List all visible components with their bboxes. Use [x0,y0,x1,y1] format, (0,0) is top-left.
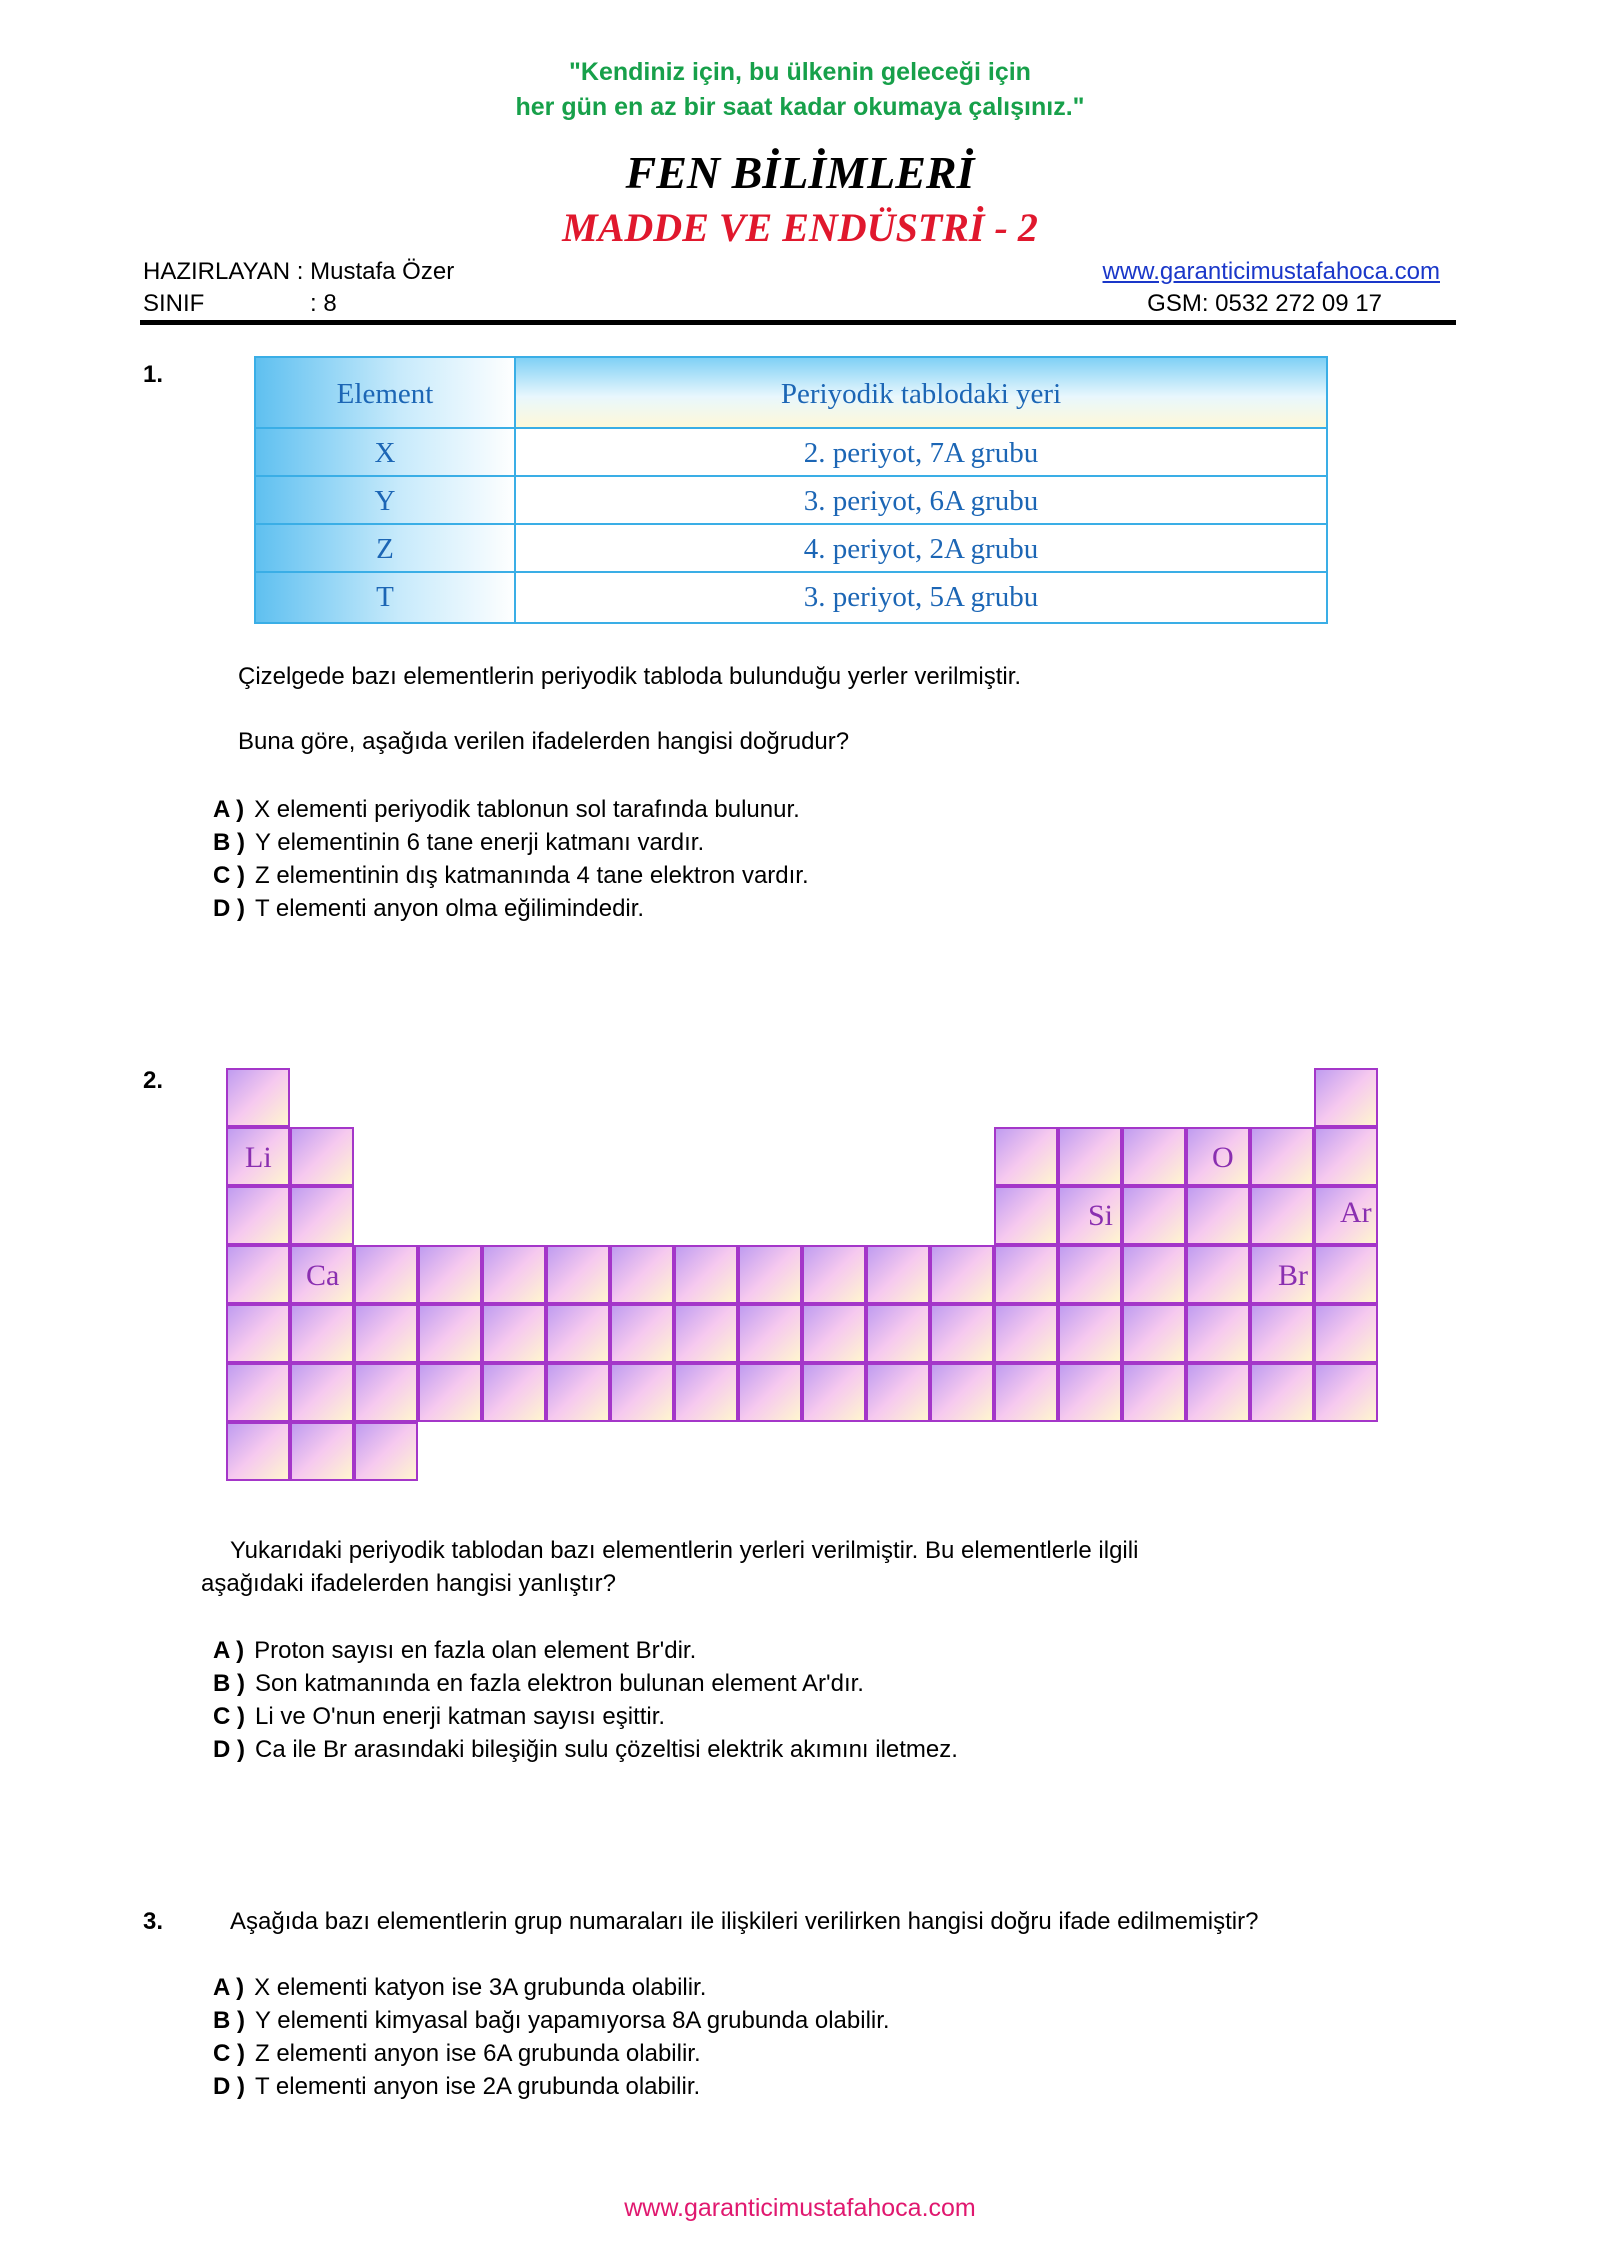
option-text: T elementi anyon olma eğilimindedir. [255,895,645,922]
q1-table-cell: 3. periyot, 5A grubu [803,581,1039,613]
option-text: Y elementinin 6 tane enerji katmanı vardır. [255,829,705,856]
motto-line-1: "Kendiniz için, bu ülkenin geleceği için [569,58,1031,86]
q1-text-1: Çizelgede bazı elementlerin periyodik tabloda bulunduğu yerler verilmiştir. [238,663,1022,690]
periodic-table-cell [546,1245,610,1304]
periodic-table-cell [930,1304,994,1363]
periodic-table-cell [738,1304,802,1363]
option-letter: B ) [213,2007,245,2034]
q1-text-2: Buna göre, aşağıda verilen ifadelerden hangisi doğrudur? [238,728,850,755]
periodic-table-cell [226,1363,290,1422]
periodic-table [226,1068,1396,1488]
element-si: Si [1088,1199,1114,1232]
phone: GSM: 0532 272 09 17 [1147,290,1382,317]
class-value: : 8 [310,290,337,317]
q3-option-a[interactable] [213,1974,706,2002]
periodic-table-cell [1314,1363,1378,1422]
periodic-table-cell [290,1363,354,1422]
q1-table-cell: 4. periyot, 2A grubu [803,533,1039,565]
periodic-table-cell [674,1245,738,1304]
q1-table-header-element: Element [336,378,434,410]
periodic-table-cell [226,1422,290,1481]
periodic-table-cell [354,1304,418,1363]
topic-title: MADDE VE ENDÜSTRİ - 2 [562,205,1038,250]
periodic-table-cell [1122,1245,1186,1304]
option-letter: B ) [213,829,245,856]
q3-text: Aşağıda bazı elementlerin grup numaraları ile ilişkileri verilirken hangisi doğru ifade edilmemiştir? [230,1908,1259,1935]
q1-option-d[interactable] [213,895,644,923]
periodic-table-cell [418,1304,482,1363]
periodic-table-cell [482,1245,546,1304]
q1-table-cell: X [374,437,396,469]
periodic-table-cell [482,1363,546,1422]
periodic-table-cell [866,1304,930,1363]
periodic-table-cell [1314,1127,1378,1186]
option-letter: A ) [213,1974,245,2001]
option-text: X elementi periyodik tablonun sol tarafında bulunur. [254,796,800,823]
option-letter: A ) [213,796,245,823]
periodic-table-cell [994,1363,1058,1422]
periodic-table-cell [1250,1127,1314,1186]
motto-line-2: her gün en az bir saat kadar okumaya çalışınız." [515,93,1085,121]
option-letter: C ) [213,862,245,889]
periodic-table-cell [1186,1186,1250,1245]
q2-text-1: Yukarıdaki periyodik tablodan bazı elementlerin yerleri verilmiştir. Bu elementlerle ilgili [230,1537,1139,1564]
q2-text-2: aşağıdaki ifadelerden hangisi yanlıştır? [201,1570,616,1597]
periodic-table-cell [354,1363,418,1422]
periodic-table-cell [610,1363,674,1422]
q1-table-header-location: Periyodik tablodaki yeri [780,378,1062,410]
periodic-table-cell [546,1363,610,1422]
periodic-table-cell [418,1245,482,1304]
element-ar: Ar [1340,1196,1372,1229]
option-letter: D ) [213,1736,245,1763]
periodic-table-cell [866,1245,930,1304]
q3-option-d[interactable] [213,2073,700,2101]
periodic-table-cell [226,1186,290,1245]
periodic-table-cell [994,1245,1058,1304]
element-ca: Ca [306,1259,340,1292]
q3-option-c[interactable] [213,2040,701,2068]
periodic-table-cell [930,1245,994,1304]
q1-table-cell: Z [376,533,394,565]
periodic-table-cell [1122,1127,1186,1186]
option-text: Proton sayısı en fazla olan element Br'dir. [254,1637,697,1664]
header-divider [140,320,1456,325]
option-text: Li ve O'nun enerji katman sayısı eşittir. [255,1703,666,1730]
q2-option-b[interactable] [213,1670,864,1698]
periodic-table-cell [482,1304,546,1363]
periodic-table-cell [290,1422,354,1481]
periodic-table-cell [290,1304,354,1363]
periodic-table-cell [738,1363,802,1422]
option-text: X elementi katyon ise 3A grubunda olabilir. [254,1974,707,2001]
periodic-table-cell [226,1304,290,1363]
option-letter: A ) [213,1637,245,1664]
periodic-table-cell [546,1304,610,1363]
periodic-table-cell [1250,1186,1314,1245]
periodic-table-cell [290,1127,354,1186]
periodic-table-cell [226,1245,290,1304]
periodic-table-cell [1314,1245,1378,1304]
periodic-table-cell [418,1363,482,1422]
subject-title: FEN BİLİMLERİ [625,147,975,198]
periodic-table-cell [930,1363,994,1422]
periodic-table-cell [1314,1304,1378,1363]
element-o: O [1212,1141,1234,1174]
periodic-table-cell [994,1186,1058,1245]
periodic-table-cell [1314,1068,1378,1127]
option-text: T elementi anyon ise 2A grubunda olabilir. [255,2073,701,2100]
periodic-table-cell [226,1068,290,1127]
option-letter: D ) [213,2073,245,2100]
q3-number: 3. [143,1908,164,1935]
q2-option-a[interactable] [213,1637,696,1665]
option-text: Y elementi kimyasal bağı yapamıyorsa 8A grubunda olabilir. [255,2007,890,2034]
periodic-table-cell [1186,1363,1250,1422]
periodic-table-cell [1122,1304,1186,1363]
q1-option-a[interactable] [213,796,800,824]
periodic-table-cell [1058,1304,1122,1363]
class-label: SINIF [143,290,205,317]
q1-table-cell: T [376,581,394,613]
element-li: Li [245,1141,272,1174]
periodic-table-cell [1122,1186,1186,1245]
element-br: Br [1278,1259,1308,1292]
q1-number: 1. [143,361,164,388]
q1-table-cell: 2. periyot, 7A grubu [803,437,1039,469]
periodic-table-cell [994,1304,1058,1363]
periodic-table-cell [610,1245,674,1304]
q2-option-d[interactable] [213,1736,958,1764]
footer-website: www.garanticimustafahoca.com [624,2194,976,2222]
q2-number: 2. [143,1067,164,1094]
option-text: Son katmanında en fazla elektron bulunan element Ar'dır. [255,1670,864,1697]
option-letter: D ) [213,895,245,922]
q2-option-c[interactable] [213,1703,665,1731]
periodic-table-cell [994,1127,1058,1186]
periodic-table-cell [610,1304,674,1363]
periodic-table-cell [802,1363,866,1422]
option-text: Ca ile Br arasındaki bileşiğin sulu çözeltisi elektrik akımını iletmez. [255,1736,958,1763]
q1-table-cell: Y [374,485,396,517]
website-link[interactable]: www.garanticimustafahoca.com [1102,258,1440,285]
q3-option-b[interactable] [213,2007,890,2035]
periodic-table-cell [1250,1304,1314,1363]
periodic-table-cell [866,1363,930,1422]
q1-table-cell: 3. periyot, 6A grubu [803,485,1039,517]
periodic-table-cell [674,1363,738,1422]
periodic-table-cell [1058,1127,1122,1186]
q1-table [254,356,1328,624]
periodic-table-cell [1186,1304,1250,1363]
periodic-table-cell [1058,1363,1122,1422]
option-letter: C ) [213,1703,245,1730]
periodic-table-cell [354,1245,418,1304]
author: HAZIRLAYAN : Mustafa Özer [143,258,455,285]
option-text: Z elementi anyon ise 6A grubunda olabilir. [255,2040,701,2067]
periodic-table-cell [1058,1245,1122,1304]
periodic-table-cell [1186,1245,1250,1304]
option-text: Z elementinin dış katmanında 4 tane elektron vardır. [255,862,809,889]
q1-option-c[interactable] [213,862,809,890]
periodic-table-cell [290,1186,354,1245]
periodic-table-cell [802,1245,866,1304]
periodic-table-cell [1250,1363,1314,1422]
periodic-table-cell [354,1422,418,1481]
q1-option-b[interactable] [213,829,704,857]
option-letter: C ) [213,2040,245,2067]
periodic-table-cell [802,1304,866,1363]
periodic-table-cell [738,1245,802,1304]
periodic-table-cell [1122,1363,1186,1422]
option-letter: B ) [213,1670,245,1697]
periodic-table-cell [674,1304,738,1363]
